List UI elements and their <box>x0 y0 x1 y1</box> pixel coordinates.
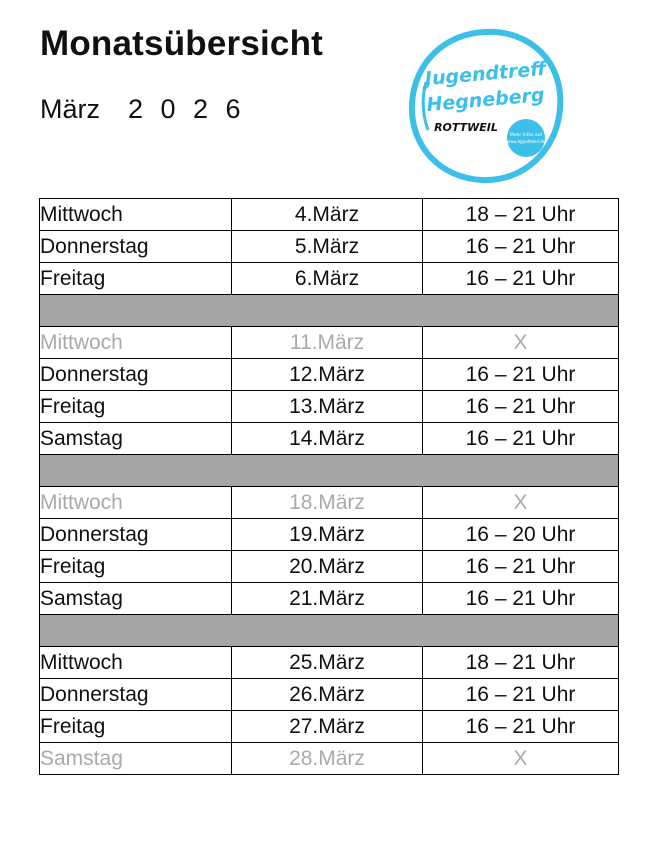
logo-badge-line2: www.hjgrottweil.de <box>506 139 546 144</box>
table-row <box>40 519 619 551</box>
logo-line2: Hegneberg <box>425 83 546 117</box>
table-row <box>40 647 619 679</box>
date-cell: 12.März <box>232 359 423 391</box>
time-cell: X <box>423 327 619 359</box>
logo-line3: ROTTWEIL <box>434 121 498 134</box>
date-cell: 11.März <box>232 327 423 359</box>
table-row <box>40 583 619 615</box>
day-cell: Samstag <box>40 423 232 455</box>
date-cell: 25.März <box>232 647 423 679</box>
week-separator-cell <box>40 455 619 487</box>
day-cell: Donnerstag <box>40 519 232 551</box>
day-cell: Donnerstag <box>40 359 232 391</box>
day-cell: Mittwoch <box>40 647 232 679</box>
month-year-subtitle <box>40 94 246 125</box>
time-cell: 16 – 21 Uhr <box>423 231 619 263</box>
time-cell: 16 – 21 Uhr <box>423 423 619 455</box>
year-label: 2 0 2 6 <box>128 94 246 124</box>
time-cell: 16 – 21 Uhr <box>423 263 619 295</box>
month-label: März <box>40 94 100 124</box>
date-cell: 18.März <box>232 487 423 519</box>
time-cell: 16 – 20 Uhr <box>423 519 619 551</box>
week-separator <box>40 455 619 487</box>
logo-line1: Jugendtreff <box>424 57 547 91</box>
time-cell: 16 – 21 Uhr <box>423 551 619 583</box>
table-row <box>40 551 619 583</box>
day-cell: Freitag <box>40 711 232 743</box>
schedule-body <box>40 199 619 775</box>
day-cell: Freitag <box>40 391 232 423</box>
jugendtreff-logo <box>402 22 570 190</box>
time-cell: X <box>423 487 619 519</box>
day-cell: Mittwoch <box>40 199 232 231</box>
day-cell: Donnerstag <box>40 679 232 711</box>
logo-badge-line1: Mehr Infos auf <box>509 133 543 138</box>
table-row <box>40 743 619 775</box>
week-separator <box>40 615 619 647</box>
table-row <box>40 711 619 743</box>
time-cell: 18 – 21 Uhr <box>423 199 619 231</box>
date-cell: 27.März <box>232 711 423 743</box>
day-cell: Mittwoch <box>40 487 232 519</box>
table-row <box>40 487 619 519</box>
date-cell: 28.März <box>232 743 423 775</box>
date-cell: 19.März <box>232 519 423 551</box>
day-cell: Donnerstag <box>40 231 232 263</box>
week-separator-cell <box>40 615 619 647</box>
date-cell: 26.März <box>232 679 423 711</box>
table-row <box>40 391 619 423</box>
table-row <box>40 199 619 231</box>
day-cell: Samstag <box>40 583 232 615</box>
date-cell: 13.März <box>232 391 423 423</box>
date-cell: 6.März <box>232 263 423 295</box>
date-cell: 14.März <box>232 423 423 455</box>
day-cell: Freitag <box>40 263 232 295</box>
page-title: Monatsübersicht <box>40 24 324 63</box>
week-separator <box>40 295 619 327</box>
time-cell: 16 – 21 Uhr <box>423 359 619 391</box>
time-cell: 16 – 21 Uhr <box>423 679 619 711</box>
table-row <box>40 423 619 455</box>
date-cell: 20.März <box>232 551 423 583</box>
time-cell: 16 – 21 Uhr <box>423 583 619 615</box>
table-row <box>40 231 619 263</box>
table-row <box>40 359 619 391</box>
day-cell: Mittwoch <box>40 327 232 359</box>
day-cell: Freitag <box>40 551 232 583</box>
date-cell: 4.März <box>232 199 423 231</box>
time-cell: 16 – 21 Uhr <box>423 391 619 423</box>
week-separator-cell <box>40 295 619 327</box>
time-cell: 18 – 21 Uhr <box>423 647 619 679</box>
date-cell: 5.März <box>232 231 423 263</box>
day-cell: Samstag <box>40 743 232 775</box>
table-row <box>40 679 619 711</box>
date-cell: 21.März <box>232 583 423 615</box>
time-cell: X <box>423 743 619 775</box>
schedule-table <box>39 198 619 775</box>
time-cell: 16 – 21 Uhr <box>423 711 619 743</box>
logo-badge <box>507 119 545 157</box>
table-row <box>40 263 619 295</box>
table-row <box>40 327 619 359</box>
